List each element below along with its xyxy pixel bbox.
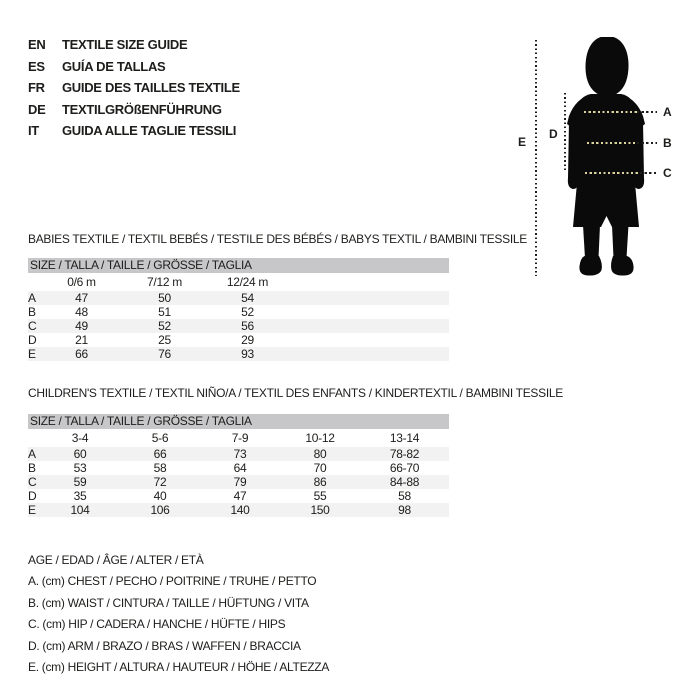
table-cell: 80 <box>313 446 327 461</box>
column-header: 0/6 m <box>67 274 96 289</box>
guide-title: TEXTILE SIZE GUIDE <box>62 37 188 52</box>
table-cell: 60 <box>73 446 87 461</box>
children-size-header-bar: SIZE / TALLA / TAILLE / GRÖSSE / TAGLIA <box>28 414 449 429</box>
row-label: E <box>28 346 36 361</box>
table-cell: 66 <box>75 346 88 361</box>
arm-measure-line-D <box>564 93 566 171</box>
table-row <box>28 475 449 489</box>
legend-waist-row: B. (cm) WAIST / CINTURA / TAILLE / HÜFTUNG / VITA <box>28 595 309 610</box>
column-header: 13-14 <box>389 430 420 445</box>
table-cell: 56 <box>241 318 254 333</box>
table-cell: 64 <box>233 460 247 475</box>
row-label: E <box>28 502 36 517</box>
language-code: DE <box>28 101 46 117</box>
row-label: A <box>28 446 36 461</box>
column-header: 10-12 <box>305 430 335 445</box>
babies-size-table <box>28 232 527 361</box>
table-row <box>28 447 449 461</box>
table-cell: 50 <box>158 290 171 305</box>
column-header: 5-6 <box>151 430 169 445</box>
guide-title: TEXTILGRÖßENFÜHRUNG <box>62 101 222 117</box>
waist-measure-line-B <box>587 142 637 144</box>
table-cell: 70 <box>313 460 327 475</box>
table-cell: 58 <box>153 460 167 475</box>
spacer-cell <box>289 333 449 347</box>
children-size-table <box>28 386 563 517</box>
corner-cell <box>28 429 40 447</box>
row-label: A <box>28 290 36 305</box>
table-cell: 52 <box>158 318 171 333</box>
waist-measure-leader-B <box>637 142 657 144</box>
table-cell: 72 <box>153 474 167 489</box>
guide-title: GUIDA ALLE TAGLIE TESSILI <box>62 123 237 138</box>
legend-hip-row: C. (cm) HIP / CADERA / HANCHE / HÜFTE / HIPS <box>28 617 286 632</box>
row-label: B <box>28 460 36 475</box>
table-cell: 98 <box>398 502 411 517</box>
height-measure-line-E <box>535 40 537 276</box>
table-row <box>28 503 449 517</box>
column-header: 7-9 <box>231 430 249 445</box>
spacer-cell <box>289 273 449 291</box>
child-silhouette-icon <box>556 37 656 277</box>
table-cell: 73 <box>233 446 247 461</box>
row-label: D <box>28 332 37 347</box>
measure-label-B: B <box>663 135 672 150</box>
chest-measure-line-A <box>584 111 637 113</box>
hip-measure-leader-C <box>640 172 657 174</box>
spacer-cell <box>289 291 449 305</box>
row-label: C <box>28 474 37 489</box>
corner-cell <box>28 273 40 291</box>
table-row <box>28 347 449 361</box>
language-code: ES <box>28 58 45 74</box>
table-cell: 59 <box>73 474 87 489</box>
table-cell: 54 <box>241 290 254 305</box>
table-cell: 66-70 <box>389 460 420 475</box>
chest-measure-leader-A <box>637 111 657 113</box>
guide-title: GUIDE DES TAILLES TEXTILE <box>62 80 240 95</box>
spacer-cell <box>289 347 449 361</box>
table-cell: 40 <box>153 488 167 503</box>
spacer-cell <box>289 305 449 319</box>
table-cell: 48 <box>75 304 88 319</box>
table-row <box>28 319 449 333</box>
table-row <box>28 461 449 475</box>
table-cell: 53 <box>73 460 87 475</box>
row-label: C <box>28 318 37 333</box>
measure-label-A: A <box>663 105 672 119</box>
table-cell: 93 <box>241 346 254 361</box>
table-cell: 140 <box>230 502 250 517</box>
guide-title: GUÍA DE TALLAS <box>62 58 166 74</box>
table-cell: 52 <box>241 304 254 319</box>
table-cell: 47 <box>75 290 88 305</box>
babies-table-title: BABIES TEXTILE / TEXTIL BEBÉS / TESTILE DES BÉBÉS / BABYS TEXTIL / BAMBINI TESSILE <box>28 232 527 246</box>
table-cell: 150 <box>310 502 330 517</box>
table-cell: 78-82 <box>389 446 420 461</box>
table-cell: 25 <box>158 332 171 347</box>
measure-label-C: C <box>663 165 672 180</box>
children-column-header-row <box>28 429 449 447</box>
children-table-title: CHILDREN'S TEXTILE / TEXTIL NIÑO/A / TEXTIL DES ENFANTS / KINDERTEXTIL / BAMBINI TESSILE <box>28 386 563 400</box>
table-cell: 58 <box>398 488 411 503</box>
table-row <box>28 305 449 319</box>
column-header: 7/12 m <box>147 274 182 289</box>
language-code: IT <box>28 123 39 138</box>
table-row <box>28 333 449 347</box>
table-row <box>28 489 449 503</box>
table-cell: 104 <box>70 502 90 517</box>
column-header: 12/24 m <box>226 274 269 289</box>
table-cell: 66 <box>153 446 167 461</box>
table-cell: 84-88 <box>389 474 420 489</box>
legend-age-row: AGE / EDAD / ÂGE / ALTER / ETÀ <box>28 553 204 567</box>
measurement-legend <box>28 550 329 678</box>
table-row <box>28 291 449 305</box>
legend-height-row: E. (cm) HEIGHT / ALTURA / HAUTEUR / HÖHE / ALTEZZA <box>28 659 330 674</box>
hip-measure-line-C <box>585 172 640 174</box>
table-cell: 76 <box>158 346 171 361</box>
row-label: D <box>28 488 37 503</box>
column-header: 3-4 <box>71 430 89 445</box>
table-cell: 55 <box>313 488 327 503</box>
language-code: EN <box>28 37 46 52</box>
table-cell: 106 <box>150 502 170 517</box>
table-cell: 86 <box>313 474 327 489</box>
measure-label-E: E <box>518 135 526 149</box>
babies-column-header-row <box>28 273 449 291</box>
spacer-cell <box>289 319 449 333</box>
table-cell: 29 <box>241 332 254 347</box>
legend-arm-row: D. (cm) ARM / BRAZO / BRAS / WAFFEN / BRACCIA <box>28 638 301 653</box>
legend-chest-row: A. (cm) CHEST / PECHO / POITRINE / TRUHE / PETTO <box>28 574 317 589</box>
table-cell: 79 <box>233 474 247 489</box>
table-cell: 49 <box>75 318 88 333</box>
measure-label-D: D <box>549 127 558 141</box>
table-cell: 47 <box>233 488 247 503</box>
babies-size-header-bar: SIZE / TALLA / TAILLE / GRÖSSE / TAGLIA <box>28 258 449 273</box>
table-cell: 21 <box>75 332 88 347</box>
language-code: FR <box>28 80 45 95</box>
row-label: B <box>28 304 36 319</box>
table-cell: 35 <box>73 488 87 503</box>
table-cell: 51 <box>158 304 171 319</box>
